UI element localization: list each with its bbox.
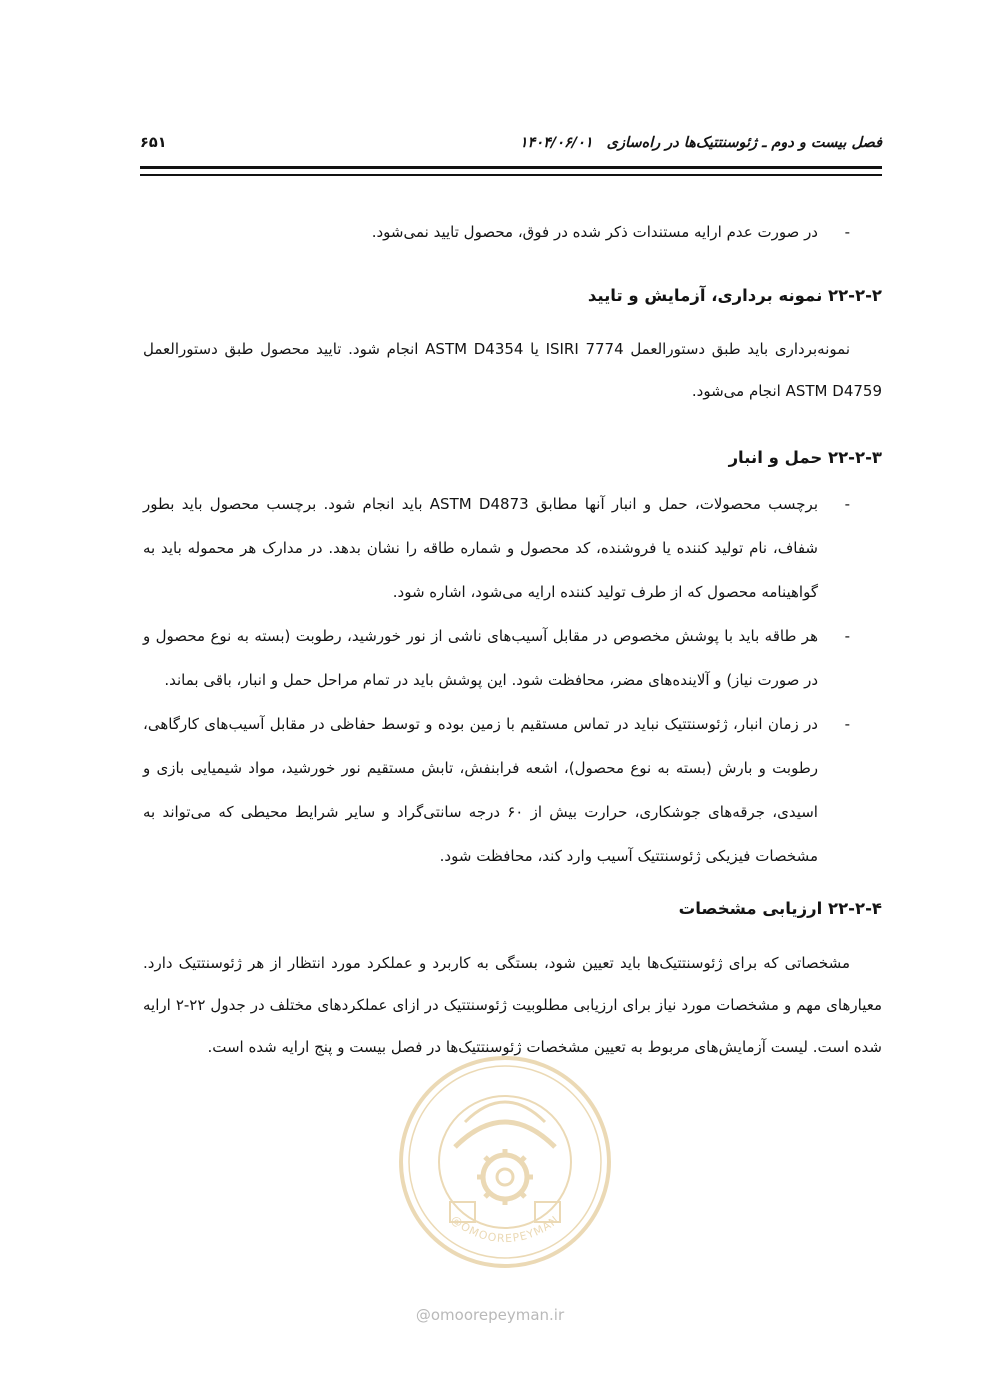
handling-bullet-list: [143, 482, 882, 878]
list-item: [143, 702, 882, 878]
page-number: ۶۵۱: [140, 135, 167, 151]
chapter-title: فصل بیست و دوم ـ ژئوسنتتیک‌ها در راه‌سازی: [606, 135, 882, 151]
watermark-seal-icon: [395, 1052, 615, 1272]
list-item: [143, 614, 882, 702]
section-heading-sampling: ۲۲-۲-۲ نمونه برداری، آزمایش و تایید: [587, 286, 882, 305]
header-double-rule: [140, 166, 882, 176]
bullet-dash: -: [844, 223, 850, 241]
section-paragraph-sampling: نمونه‌برداری باید طبق دستورالعمل ISIRI 7774 یا ASTM D4354 انجام شود. تایید محصول طبق دستورالعمل ASTM D4759 انجام می‌شود.: [143, 340, 882, 400]
bullet-text: در صورت عدم ارایه مستندات ذکر شده در فوق، محصول تایید نمی‌شود.: [371, 223, 818, 241]
bullet-text: هر طاقه باید با پوشش مخصوص در مقابل آسیب‌های ناشی از نور خورشید، رطوبت (بسته به نوع محصول و در صورت نیاز) و آلاینده‌های مضر، محافظت شود. این پوشش باید در تمام مراحل حمل و انبار، باقی بماند.: [143, 627, 818, 689]
list-item: [143, 210, 882, 254]
seal-arc-text: @OMOOREPEYMAN: [448, 1212, 562, 1246]
watermark-handle: @omoorepeyman.ir: [415, 1306, 565, 1324]
page-header: [140, 128, 882, 158]
bullet-text: در زمان انبار، ژئوسنتتیک نباید در تماس مستقیم با زمین بوده و توسط حفاظی در مقابل آسیب‌های کارگاهی، رطوبت و بارش (بسته به نوع محصول)، اشعه فرابنفش، تابش مستقیم نور خورشید، مواد شیمیایی بازی و اسیدی، جرقه‌های جوشکاری، حرارت بیش از ۶۰ درجه سانتی‌گراد و سایر شرایط محیطی که می‌تواند به مشخصات فیزیکی ژئوسنتتیک آسیب وارد کند، محافظت شود.: [143, 715, 818, 865]
running-title: [520, 135, 882, 151]
bullet-text: برچسب محصولات، حمل و انبار آنها مطابق ASTM D4873 باید انجام شود. برچسب محصول باید بطور شفاف، نام تولید کننده یا فروشنده، کد محصول و شماره طاقه را نشان بدهد. در مدارک هر محموله باید به گواهینامه محصول که از طرف تولید کننده ارایه می‌شود، اشاره شود.: [143, 495, 819, 601]
bullet-dash: -: [844, 715, 850, 733]
bullet-dash: -: [844, 627, 850, 645]
header-date: ۱۴۰۴/۰۶/۰۱: [519, 135, 593, 151]
section-heading-handling: ۲۲-۲-۳ حمل و انبار: [728, 448, 882, 467]
page-body: [143, 210, 882, 1068]
section-heading-evaluation: ۲۲-۲-۴ ارزیابی مشخصات: [678, 899, 882, 918]
section-paragraph-evaluation: مشخصاتی که برای ژئوسنتتیک‌ها باید تعیین شود، بستگی به کاربرد و عملکرد مورد انتظار از هر ژئوسنتتیک دارد. معیارهای مهم و مشخصات مورد نیاز برای ارزیابی مطلوبیت ژئوسنتتیک در ازای عملکردهای مختلف در جدول ۲۲-۲ ارایه شده است. لیست آزمایش‌های مربوط به تعیین مشخصات ژئوسنتتیک‌ها در فصل بیست و پنج ارایه شده است.: [143, 954, 882, 1056]
bullet-dash: -: [844, 495, 850, 513]
svg-text:@OMOOREPEYMAN: [449, 1213, 562, 1245]
list-item: [143, 482, 882, 614]
